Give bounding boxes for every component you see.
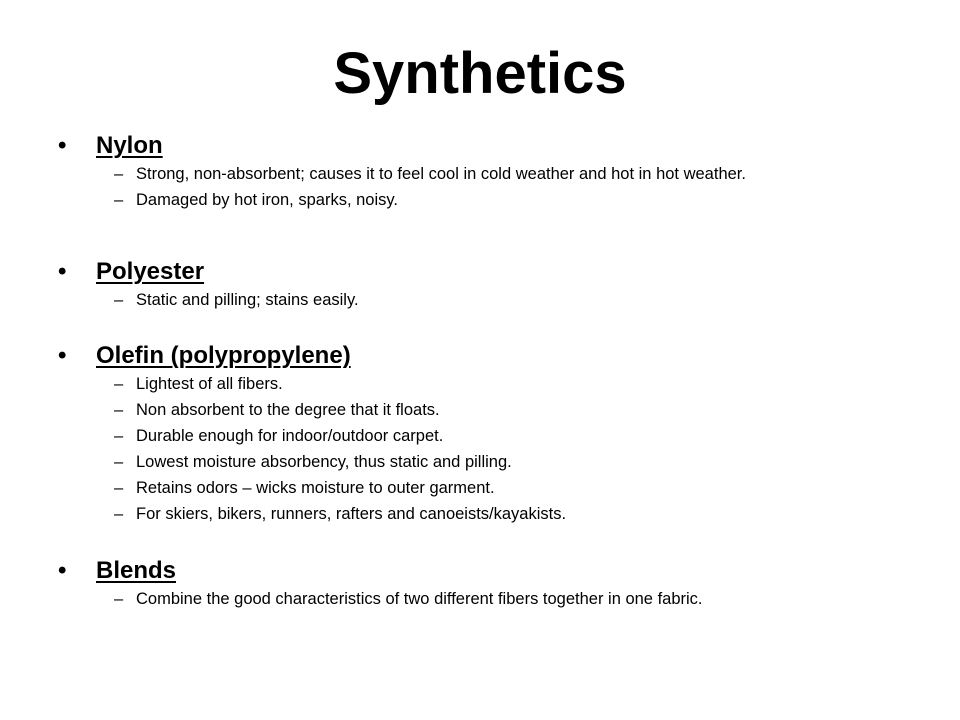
section-heading (58, 257, 918, 287)
section-heading (58, 131, 918, 161)
dash-marker: – (114, 191, 124, 209)
dash-marker: – (114, 505, 124, 523)
bullet-marker: • (58, 342, 67, 369)
list-item (114, 590, 936, 609)
section-heading (58, 341, 918, 371)
dash-marker: – (114, 427, 124, 445)
list-item (114, 453, 876, 472)
list-item-text: Retains odors – wicks moisture to outer garment. (136, 479, 495, 497)
list-item (114, 165, 876, 184)
dash-marker: – (114, 291, 124, 309)
section-nylon (58, 131, 918, 210)
list-item-text: Non absorbent to the degree that it floats. (136, 401, 440, 419)
dash-marker: – (114, 401, 124, 419)
heading-label-olefin: Olefin (polypropylene) (96, 342, 351, 369)
list-item (114, 375, 876, 394)
list-item-text: For skiers, bikers, runners, rafters and canoeists/kayakists. (136, 505, 567, 523)
list-item-text: Strong, non-absorbent; causes it to feel cool in cold weather and hot in hot weather. (136, 165, 746, 183)
list-item (114, 505, 876, 524)
list-item (114, 401, 876, 420)
list-item-text: Lightest of all fibers. (136, 375, 283, 393)
section-heading (58, 556, 918, 586)
heading-label-blends: Blends (96, 557, 177, 584)
list-item (114, 427, 876, 446)
dash-marker: – (114, 165, 124, 183)
heading-label-polyester: Polyester (96, 258, 205, 285)
list-item (114, 191, 876, 210)
bullet-marker: • (58, 557, 67, 584)
list-item-text: Lowest moisture absorbency, thus static and pilling. (136, 453, 512, 471)
heading-label-nylon: Nylon (96, 132, 163, 159)
dash-marker: – (114, 590, 124, 608)
dash-marker: – (114, 479, 124, 497)
bullet-marker: • (58, 258, 67, 285)
section-blends (58, 556, 918, 609)
slide-title: Synthetics (333, 41, 627, 106)
list-item-text: Damaged by hot iron, sparks, noisy. (136, 191, 398, 209)
list-item (114, 479, 876, 498)
dash-marker: – (114, 453, 124, 471)
section-olefin (58, 341, 918, 524)
list-item-text: Static and pilling; stains easily. (136, 291, 359, 309)
bullet-marker: • (58, 132, 67, 159)
dash-marker: – (114, 375, 124, 393)
list-item-text: Durable enough for indoor/outdoor carpet. (136, 427, 444, 445)
list-item (114, 291, 876, 310)
section-polyester (58, 257, 918, 310)
list-item-text: Combine the good characteristics of two different fibers together in one fabric. (136, 590, 703, 608)
